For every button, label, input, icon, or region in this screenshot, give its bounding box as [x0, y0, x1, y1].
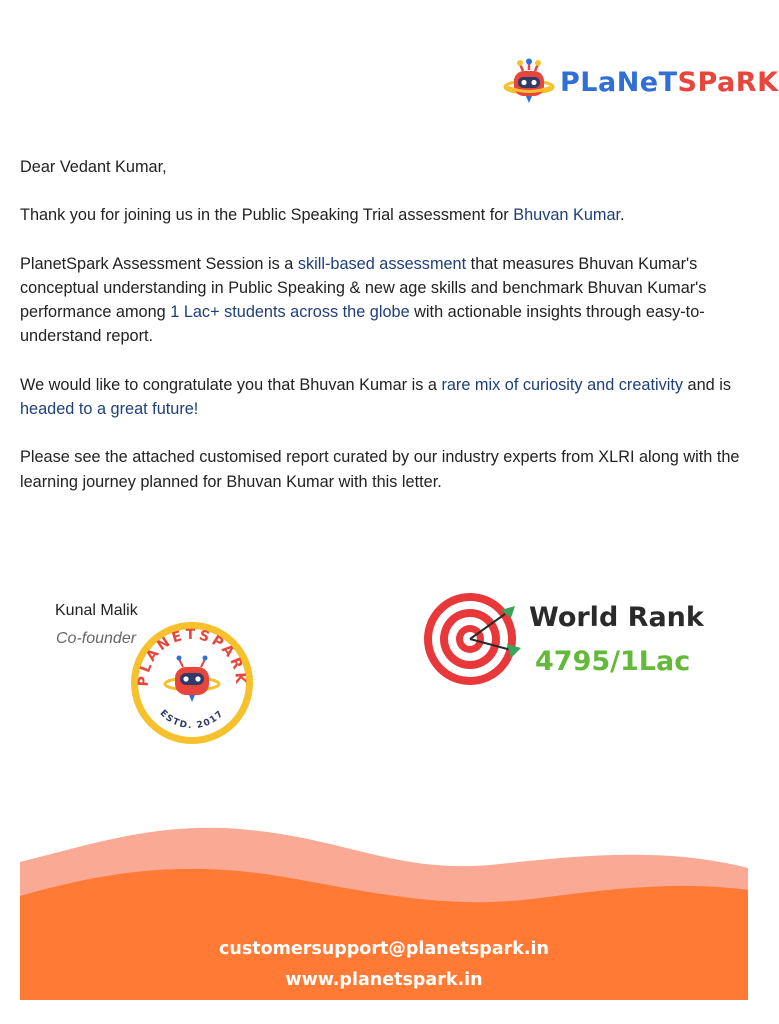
future-highlight: headed to a great future!	[20, 399, 199, 418]
seal-established-text: ESTD. 2017	[157, 708, 227, 732]
seal-ring-text: PLANETSPARK	[135, 626, 249, 688]
signer-name: Kunal Malik	[55, 602, 138, 619]
students-highlight: 1 Lac+ students across the globe	[170, 303, 410, 322]
target-icon	[423, 592, 523, 687]
thanks-text: Thank you for joining us in the Public Speaking Trial assessment for	[20, 206, 514, 225]
rank-title: World Rank	[529, 602, 704, 633]
paragraph-thanks	[20, 203, 750, 227]
greeting: Dear Vedant Kumar,	[20, 158, 167, 176]
brand-name-part2: SPaRK	[677, 67, 779, 98]
paragraph-report: Please see the attached customised report curated by our industry experts from XLRI along with the learning journey planned for Bhuvan Kumar with this letter.	[20, 448, 740, 491]
footer	[20, 820, 748, 1000]
student-name: Bhuvan Kumar	[513, 206, 621, 225]
brand-wordmark	[560, 65, 779, 101]
rank-value: 4795/1Lac	[535, 646, 691, 677]
congrats-text-1: We would like to congratulate you that Bhuvan Kumar is a	[20, 375, 442, 394]
planetspark-logo	[504, 58, 779, 108]
robot-mascot-icon	[504, 58, 554, 108]
assessment-text-3: with actionable insights through easy-to-understand report.	[20, 303, 705, 346]
skill-based-highlight: skill-based assessment	[297, 254, 467, 273]
paragraph-congrats	[20, 373, 750, 421]
letter-body	[20, 155, 750, 518]
assessment-text-1: PlanetSpark Assessment Session is a	[20, 254, 298, 273]
paragraph-assessment	[20, 252, 750, 349]
thanks-end: .	[620, 206, 625, 225]
support-email-link[interactable]: customersupport@planetspark.in	[219, 939, 549, 959]
curiosity-highlight: rare mix of curiosity and creativity	[441, 375, 684, 394]
world-rank-badge	[423, 592, 723, 687]
signer-role: Co-founder	[56, 630, 137, 647]
brand-name-part1: PLaNeT	[560, 67, 678, 98]
planetspark-seal-icon	[127, 621, 257, 745]
website-link[interactable]: www.planetspark.in	[285, 970, 483, 990]
congrats-text-2: and is	[683, 375, 732, 394]
assessment-text-2: that measures Bhuvan Kumar's conceptual understanding in Public Speaking & new age skills and benchmark Bhuvan Kumar's performance among	[20, 254, 707, 322]
